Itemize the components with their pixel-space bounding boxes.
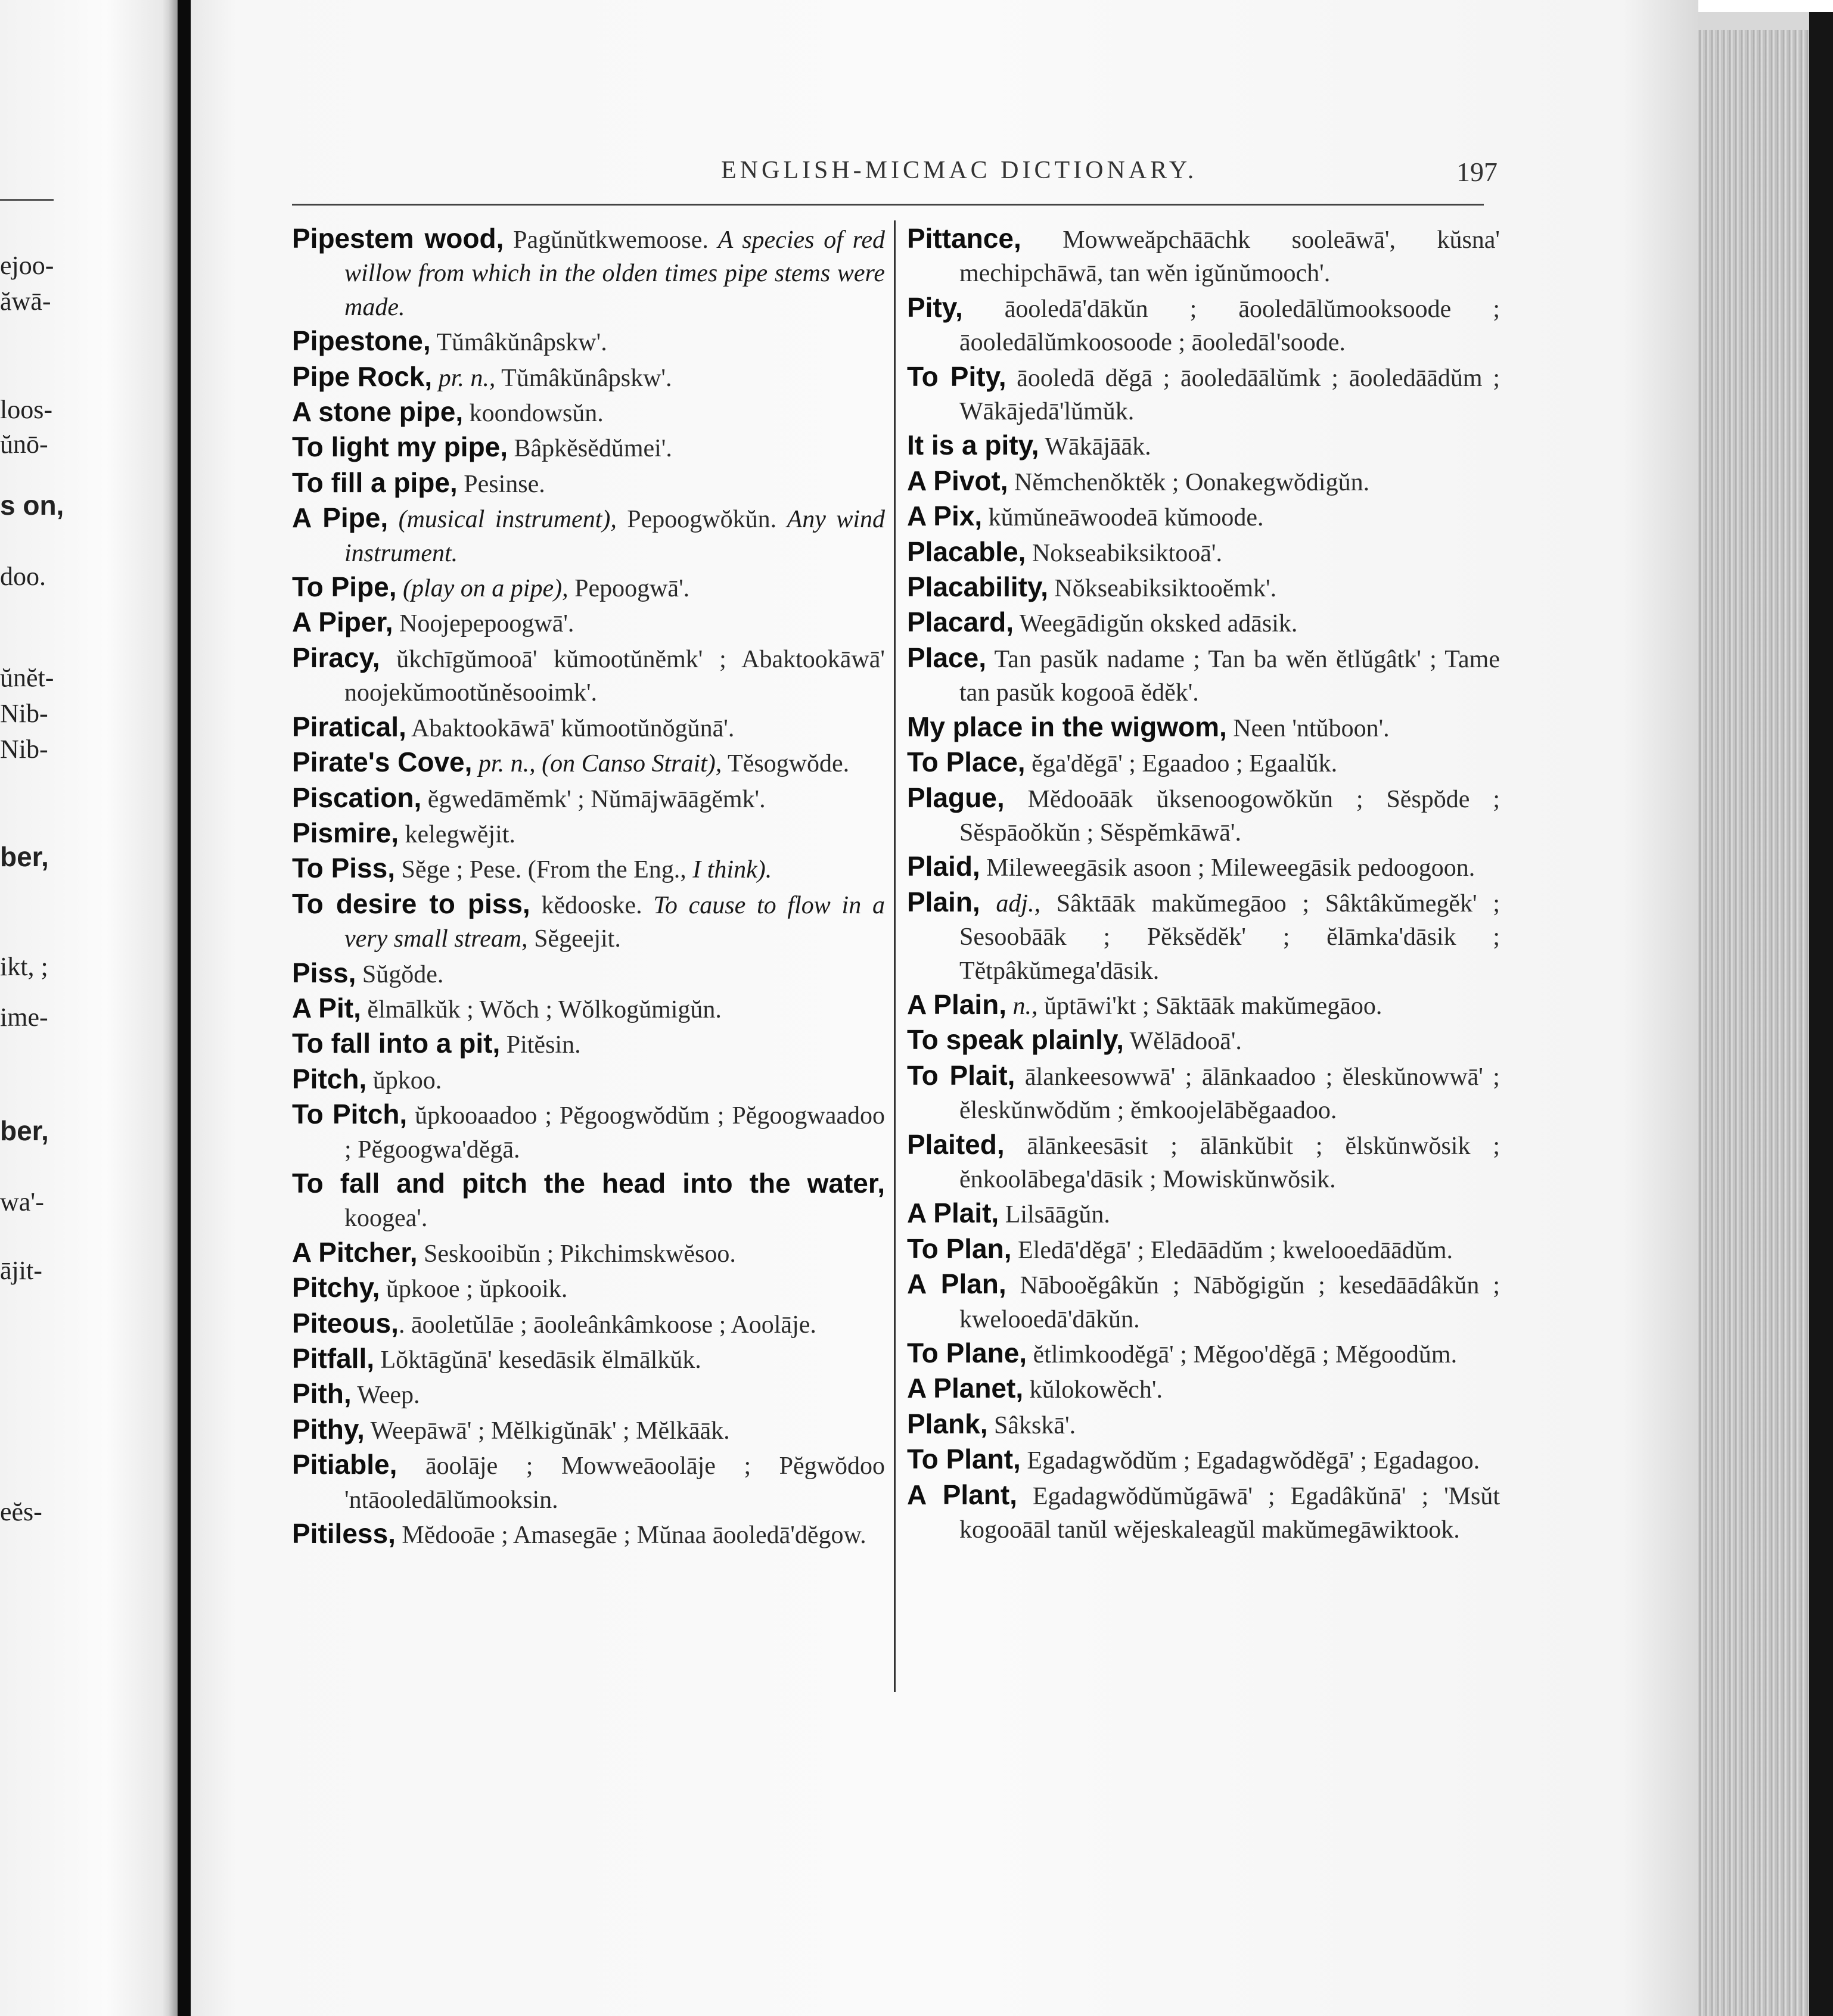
entry-definition: Bâpkĕsĕdŭmei'. [508,435,672,463]
entry-headword: Placability, [907,571,1048,603]
entry-definition: Lilsāāgŭn. [999,1201,1110,1229]
dictionary-entry [907,499,1500,534]
entry-definition: āooledā'dākŭn ; āooledālŭmooksoode ; āooledālŭmkoosoode ; āooledāl'soode. [959,295,1500,357]
entry-headword: A Pipe, [292,502,389,534]
dictionary-entry [907,570,1500,605]
entry-definition: Eledā'dĕgā' ; Eledāādŭm ; kwelooedāādŭm. [1011,1236,1453,1264]
entry-definition: Sâktāāk makŭmegāoo ; Sâktâkŭmegĕk' ; Sesoobāāk ; Pĕksĕdĕk' ; ĕlāmka'dāsik ; Tĕtpâkŭmega'dāsik. [959,889,1500,985]
entry-definition: Weegādigŭn oksked adāsik. [1014,610,1298,638]
entry-definition: koogea'. [344,1205,428,1233]
left-page-fragment: Nib- [0,735,48,764]
dictionary-entry [292,781,885,816]
dictionary-entry [907,1128,1500,1197]
left-page-fragment: ime- [0,1003,48,1032]
entry-definition: Sĕgeejit. [527,925,621,953]
dictionary-entry [907,745,1500,780]
entry-note: A species of red willow from which in the olden times pipe stems were made. [344,226,885,321]
entry-headword: To Place, [907,746,1026,778]
entry-definition: Sŭgŏde. [356,960,444,988]
dictionary-entry [907,1267,1500,1336]
entry-headword: Plain, [907,886,980,917]
entry-definition: āooledā dĕgā ; āooledāālŭmk ; āooledāādŭm ; Wākājedā'lŭmŭk. [959,364,1500,426]
entry-definition: Neen 'ntŭboon'. [1226,714,1390,742]
facing-page-left [0,0,178,2016]
dictionary-entry [292,1271,885,1306]
entry-definition: Tĕsogwŏde. [722,750,850,778]
left-page-fragment: ŭnō- [0,430,48,459]
dictionary-entry [907,1407,1500,1442]
entry-headword: My place in the wigwom, [907,711,1227,742]
entry-headword: Piteous, [292,1307,399,1339]
dictionary-entry [292,501,885,570]
left-page-fragment: ăwā- [0,287,51,316]
dictionary-entry [907,1371,1500,1407]
entry-headword: To fill a pipe, [292,466,458,498]
dictionary-entry [907,291,1500,360]
dictionary-entry [907,222,1500,291]
entry-note: Any wind instrument. [344,506,886,567]
entry-headword: To Plant, [907,1443,1021,1475]
dictionary-entry [907,710,1500,745]
entry-headword: It is a pity, [907,430,1039,461]
entry-definition: Egadagwŏdŭm ; Egadagwŏdĕgā' ; Egadagoo. [1020,1447,1480,1475]
entry-definition: Sĕge ; Pese. (From the Eng., [394,856,693,884]
left-page-fragment: ājit- [0,1256,42,1285]
entry-definition: Wĕlādooā'. [1123,1028,1242,1056]
entry-headword: Plaited, [907,1128,1005,1160]
entry-definition: ālānkeesāsit ; ālānkŭbit ; ĕlskŭnwŏsik ; ĕnkoolābega'dāsik ; Mowiskŭnwŏsik. [959,1132,1500,1193]
dictionary-entry [292,222,885,324]
left-page-fragment: doo. [0,562,46,591]
entry-headword: A Plan, [907,1268,1006,1300]
entry-headword: Plank, [907,1408,988,1439]
left-page-fragment: ber, [0,841,49,872]
dictionary-entry [907,428,1500,463]
entry-headword: Piss, [292,957,356,988]
entry-headword: Pipestem wood, [292,223,504,254]
entry-headword: A Planet, [907,1373,1024,1404]
dictionary-entry [907,885,1500,988]
left-page-rule [0,199,54,201]
entry-definition: . āooletŭlāe ; āooleânkâmkoose ; Aoolāje. [398,1311,816,1339]
left-page-fragment: s on, [0,490,64,521]
entry-headword: A Plant, [907,1479,1017,1510]
entry-definition: ĕtlimkoodĕgā' ; Mĕgoo'dĕgā ; Mĕgoodŭm. [1027,1341,1458,1368]
entry-headword: Plague, [907,782,1005,813]
entry-definition: Noojepepoogwā'. [393,610,574,638]
entry-note: pr. n., [432,364,496,392]
dictionary-entry [907,988,1500,1023]
entry-headword: To Plan, [907,1233,1012,1264]
entry-definition: Pesinse. [457,470,545,498]
entry-headword: Pirate's Cove, [292,746,473,778]
left-page-fragment: loos- [0,395,52,424]
entry-headword: Pith, [292,1378,352,1410]
entry-headword: To Plane, [907,1337,1027,1368]
header-rule [292,204,1484,206]
dictionary-entry [292,1097,885,1166]
entry-definition: Mileweegāsik asoon ; Mileweegāsik pedoogoon. [980,854,1475,882]
entry-definition: Nŏkseabiksiktooĕmk'. [1048,575,1277,603]
entry-headword: To light my pipe, [292,431,508,463]
entry-definition: ĕgwedāmĕmk' ; Nŭmājwāāgĕmk'. [421,785,766,813]
gutter-shadow [162,0,178,2016]
entry-definition: ĕlmālkŭk ; Wŏch ; Wŏlkogŭmigŭn. [361,995,722,1023]
entry-headword: Pithy, [292,1413,365,1445]
entry-definition: Pepoogwā'. [568,575,690,603]
dictionary-entry [292,1448,885,1517]
entry-headword: Pitchy, [292,1272,380,1303]
entry-headword: Pitiable, [292,1449,397,1480]
entry-definition: Egadagwŏdŭmŭgāwā' ; Egadâkŭnā' ; 'Msŭt kogooāāl tanŭl wĕjeskaleagŭl makŭmegāwiktook. [959,1482,1500,1544]
entry-headword: A stone pipe, [292,396,464,428]
entry-definition: ālankeesowwā' ; ālānkaadoo ; ĕleskŭnowwā' ; ĕleskŭnwŏdŭm ; ĕmkoojelābĕgaadoo. [959,1063,1500,1125]
entry-definition: Nābooĕgâkŭn ; Nābŏgigŭn ; kesedāādâkŭn ; kwelooedā'dākŭn. [959,1272,1500,1333]
entry-definition: Nokseabiksiktooā'. [1026,539,1222,567]
entry-headword: To Plait, [907,1059,1015,1091]
dictionary-entry [907,535,1500,570]
dictionary-entry [292,324,885,359]
entry-definition: Tŭmâkŭnâpskw'. [430,329,607,357]
dictionary-entry [907,1059,1500,1128]
dictionary-entry [907,1196,1500,1231]
entry-headword: Piscation, [292,782,422,813]
entry-headword: A Pit, [292,992,361,1023]
entry-headword: To Pity, [907,360,1006,392]
entry-definition: ŭpkooaadoo ; Pĕgoogwŏdŭm ; Pĕgoogwaadoo ; Pĕgoogwa'dĕgā. [344,1102,885,1163]
entry-headword: A Pix, [907,500,983,532]
dictionary-entry [292,851,885,886]
left-page-fragment: wa'- [0,1187,44,1217]
entry-definition: Pagŭnŭtkwemoose. [504,226,718,254]
left-page-fragment: ŭnĕt- [0,663,54,692]
dictionary-entry [907,781,1500,850]
entry-headword: Placard, [907,606,1014,638]
entry-headword: To fall into a pit, [292,1028,501,1059]
entry-headword: A Plait, [907,1197,999,1229]
entry-headword: Plaid, [907,851,980,882]
left-page-fragment: ikt, ; [0,952,48,981]
entry-definition: kelegwĕjit. [399,820,515,848]
dictionary-entry [292,1377,885,1412]
entry-definition: Mĕdooāe ; Amasegāe ; Mŭnaa āooledā'dĕgow. [395,1522,866,1550]
entry-definition: Wākājāāk. [1039,433,1151,461]
entry-definition: ŭpkoo. [366,1066,442,1094]
dictionary-entry [292,360,885,395]
entry-definition: ŭkchīgŭmooā' kŭmootŭnĕmk' ; Abaktookāwā' noojekŭmootŭnĕsooimk'. [344,645,885,707]
dictionary-entry [292,1517,885,1552]
dictionary-entry [907,1442,1500,1477]
dictionary-entry [292,641,885,710]
entry-definition: Tŭmâkŭnâpskw'. [495,364,672,392]
dictionary-entry [907,605,1500,640]
dictionary-entry [292,956,885,991]
entry-definition: ŭptāwi'kt ; Sāktāāk makŭmegāoo. [1037,992,1382,1020]
entry-headword: Pitiless, [292,1518,396,1550]
column-divider [894,220,896,1692]
dictionary-entry [292,1236,885,1271]
dictionary-entry [292,1062,885,1097]
left-column [292,222,885,1552]
dictionary-entry [292,710,885,745]
entry-headword: A Pivot, [907,465,1008,496]
entry-definition: kŭlokowĕch'. [1023,1376,1163,1404]
dictionary-entry [907,1023,1500,1058]
entry-headword: Pity, [907,291,963,323]
dictionary-entry [292,430,885,465]
entry-headword: Pismire, [292,817,399,848]
left-page-fragment: eĕs- [0,1497,42,1526]
entry-definition: Sâkskā'. [987,1411,1076,1439]
book-spine [178,0,191,2016]
entry-definition: Mĕdooāāk ŭksenoogowŏkŭn ; Sĕspŏde ; Sĕspāoŏkŭn ; Sĕspĕmkāwā'. [959,785,1500,847]
entry-definition: kĕdooske. [530,891,654,919]
entry-headword: Pipestone, [292,325,431,357]
entry-definition: Abaktookāwā' kŭmootŭnŏgŭnā'. [406,714,735,742]
entry-definition: Lŏktāgŭnā' kesedāsik ĕlmālkŭk. [374,1346,701,1374]
dictionary-entry [292,1413,885,1448]
left-page-fragment: ejoo- [0,251,54,280]
dictionary-entry [907,464,1500,499]
entry-note: To cause to flow in a very small stream, [344,891,885,953]
dictionary-entry [292,887,885,956]
entry-headword: Pitfall, [292,1343,375,1374]
entry-definition: Weepāwā' ; Mĕlkigŭnāk' ; Mĕlkāāk. [364,1417,730,1445]
entry-headword: Pipe Rock, [292,360,433,392]
dictionary-entry [292,1306,885,1342]
dictionary-entry [292,991,885,1026]
entry-definition: Weep. [351,1382,420,1410]
entry-headword: Piracy, [292,642,380,673]
entry-definition: koondowsŭn. [463,400,604,428]
entry-headword: A Plain, [907,988,1006,1020]
entry-definition: Tan pasŭk nadame ; Tan ba wĕn ĕtlŭgâtk' ; Tame tan pasŭk kogooā ĕdĕk'. [959,645,1500,707]
dictionary-entry [292,816,885,851]
page-edges [1698,12,1833,2016]
scan-border [1809,12,1833,2016]
entry-definition: Seskooibŭn ; Pikchimskwĕsoo. [417,1240,736,1268]
dictionary-entry [292,1166,885,1236]
entry-definition: Pitĕsin. [500,1031,581,1059]
dictionary-entry [907,1336,1500,1371]
entry-headword: To fall and pitch the head into the water, [292,1167,885,1199]
entry-note: pr. n., (on Canso Strait), [472,750,722,778]
entry-definition: āoolāje ; Mowweāoolāje ; Pĕgwŏdoo 'ntāooledālŭmooksin. [344,1452,885,1514]
entry-definition: ŭpkooe ; ŭpkooik. [380,1275,568,1303]
entry-note: (play on a pipe), [396,575,568,603]
entry-headword: To Piss, [292,853,395,884]
entry-headword: To Pipe, [292,571,397,603]
entry-note: I think). [692,856,772,884]
entry-headword: A Pitcher, [292,1236,418,1268]
dictionary-entry [907,641,1500,710]
entry-definition: Nĕmchenŏktĕk ; Oonakegwŏdigŭn. [1008,468,1370,496]
entry-definition: ĕga'dĕgā' ; Egaadoo ; Egaalŭk. [1025,750,1338,778]
dictionary-entry [292,745,885,780]
entry-headword: To speak plainly, [907,1024,1124,1056]
entry-definition: kŭmŭneāwoodeā kŭmoode. [982,504,1264,532]
page-number: 197 [1456,157,1498,187]
entry-headword: To desire to piss, [292,888,530,919]
running-header: ENGLISH-MICMAC DICTIONARY. [721,157,1198,184]
entry-headword: Piratical, [292,711,406,742]
left-page-fragment: ber, [0,1115,49,1146]
entry-headword: Pittance, [907,223,1021,254]
entry-headword: To Pitch, [292,1099,408,1130]
right-column [907,222,1500,1547]
entry-headword: A Piper, [292,606,393,638]
dictionary-entry [292,570,885,605]
entry-note: n., [1006,992,1038,1020]
dictionary-entry [907,1478,1500,1547]
entry-definition: Pepoogwŏkŭn. [616,506,787,534]
dictionary-entry [907,360,1500,429]
entry-definition: Mowweăpchāāchk sooleāwā', kŭsna' mechipchāwā, tan wĕn igŭnŭmooch'. [959,226,1500,288]
entry-note: adj., [980,889,1041,917]
left-page-fragment: Nib- [0,699,48,728]
entry-headword: Place, [907,642,986,673]
dictionary-entry [292,605,885,640]
dictionary-entry [292,1342,885,1377]
entry-headword: Placable, [907,536,1026,567]
dictionary-entry [292,1026,885,1062]
entry-note: (musical instrument), [388,506,617,534]
dictionary-entry [292,466,885,501]
dictionary-entry [907,1232,1500,1267]
dictionary-entry [907,850,1500,885]
entry-headword: Pitch, [292,1063,367,1094]
dictionary-entry [292,395,885,430]
